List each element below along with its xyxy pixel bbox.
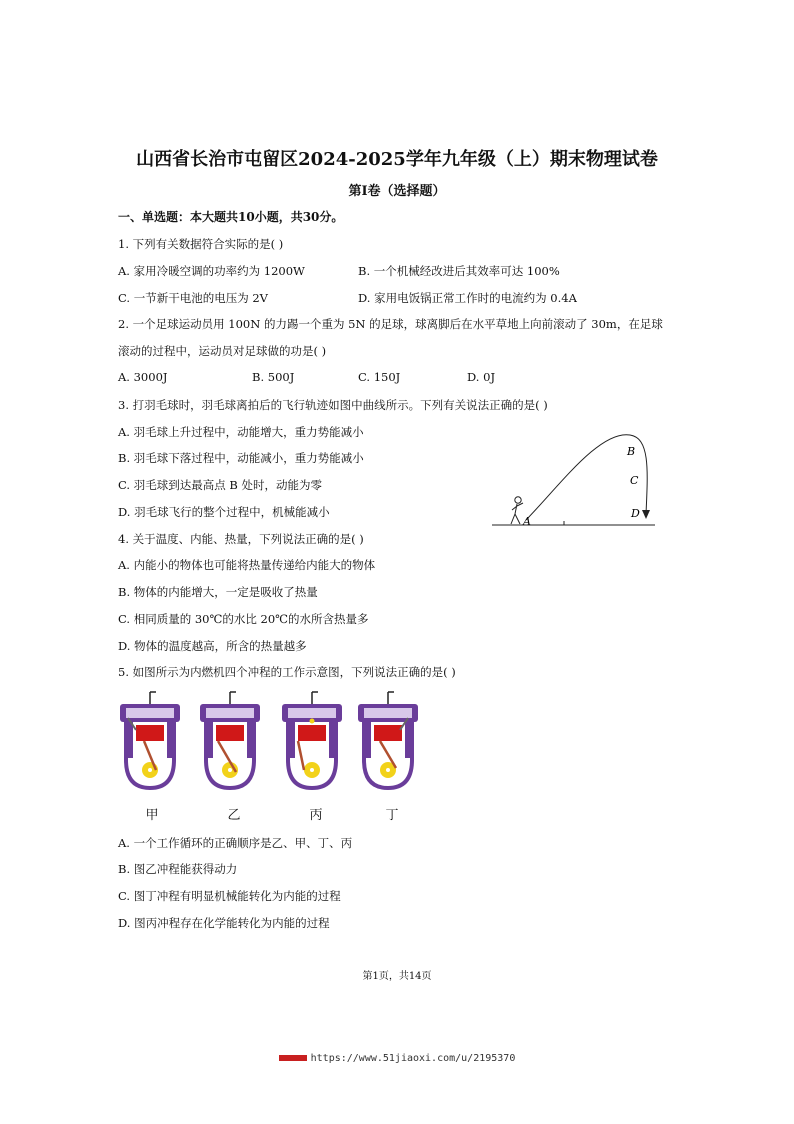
engine-label-jia: 甲 (145, 808, 159, 823)
engine-intake-stroke (120, 692, 180, 788)
engine-compression-stroke (200, 692, 260, 788)
q2-option-b: B. 500J (252, 370, 295, 384)
badminton-trajectory-figure (490, 430, 660, 530)
watermark-logo-icon (279, 1055, 307, 1061)
q4-option-d: D. 物体的温度越高，所含的热量越多 (118, 639, 307, 653)
engine-exhaust-stroke (358, 692, 418, 788)
q3-option-c: C. 羽毛球到达最高点 B 处时，动能为零 (118, 478, 322, 492)
q1-stem: 1. 下列有关数据符合实际的是( ) (118, 237, 284, 251)
engine-label-yi: 乙 (227, 808, 241, 823)
point-d-label: D (631, 507, 640, 520)
q2-option-a: A. 3000J (118, 370, 168, 384)
q2-stem-line2: 滚动的过程中，运动员对足球做的功是( ) (118, 344, 327, 358)
q1-option-b: B. 一个机械经改进后其效率可达 100% (358, 264, 560, 278)
watermark (0, 1053, 794, 1064)
engine-power-stroke (282, 692, 342, 788)
page-subtitle: 第Ⅰ卷（选择题） (348, 184, 446, 199)
q3-option-d: D. 羽毛球飞行的整个过程中，机械能减小 (118, 505, 330, 519)
q5-option-b: B. 图乙冲程能获得动力 (118, 862, 238, 876)
q2-stem-line1: 2. 一个足球运动员用 100N 的力踢一个重为 5N 的足球，球离脚后在水平草地上向前滚动了 30m，在足球 (118, 317, 663, 331)
q5-option-c: C. 图丁冲程有明显机械能转化为内能的过程 (118, 889, 341, 903)
q3-option-b: B. 羽毛球下落过程中，动能减小，重力势能减小 (118, 451, 364, 465)
q1-option-d: D. 家用电饭锅正常工作时的电流约为 0.4A (358, 291, 577, 305)
q1-option-a: A. 家用冷暖空调的功率约为 1200W (118, 264, 305, 278)
q3-stem: 3. 打羽毛球时，羽毛球离拍后的飞行轨迹如图中曲线所示。下列有关说法正确的是( ) (118, 398, 548, 412)
page-footer: 第1页，共14页 (362, 971, 432, 982)
q4-option-b: B. 物体的内能增大，一定是吸收了热量 (118, 585, 318, 599)
q5-option-d: D. 图丙冲程存在化学能转化为内能的过程 (118, 916, 330, 930)
point-c-label: C (630, 474, 639, 487)
engine-strokes-figure (118, 688, 418, 800)
q5-option-a: A. 一个工作循环的正确顺序是乙、甲、丁、丙 (118, 836, 353, 850)
q3-option-a: A. 羽毛球上升过程中，动能增大，重力势能减小 (118, 425, 364, 439)
q4-option-a: A. 内能小的物体也可能将热量传递给内能大的物体 (118, 558, 376, 572)
point-a-label: A (523, 515, 531, 528)
q1-option-c: C. 一节新干电池的电压为 2V (118, 291, 268, 305)
engine-label-ding: 丁 (385, 808, 399, 823)
q4-option-c: C. 相同质量的 30℃的水比 20℃的水所含热量多 (118, 612, 369, 626)
page-title: 山西省长治市屯留区2024-2025学年九年级（上）期末物理试卷 (136, 149, 658, 170)
q2-option-d: D. 0J (467, 370, 496, 384)
section-heading: 一、单选题：本大题共10小题，共30分。 (118, 210, 344, 224)
point-b-label: B (627, 445, 636, 458)
watermark-url[interactable]: https://www.51jiaoxi.com/u/2195370 (310, 1053, 516, 1064)
q2-option-c: C. 150J (358, 370, 401, 384)
player-icon (511, 497, 523, 524)
engine-label-bing: 丙 (309, 808, 323, 823)
q4-stem: 4. 关于温度、内能、热量，下列说法正确的是( ) (118, 532, 364, 546)
q5-stem: 5. 如图所示为内燃机四个冲程的工作示意图，下列说法正确的是( ) (118, 665, 456, 679)
